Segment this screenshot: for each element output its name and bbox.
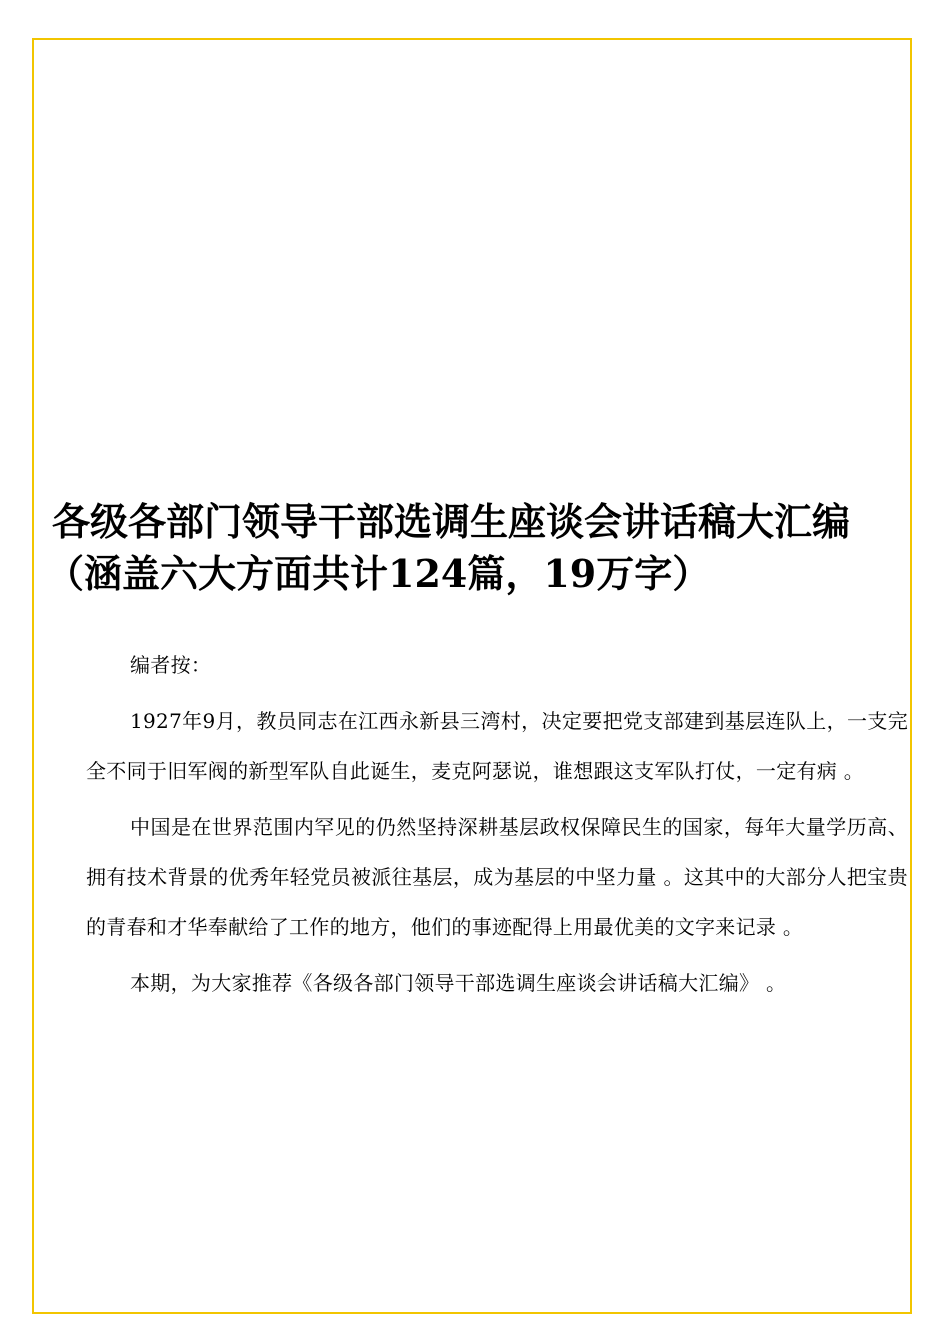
document-title: 各级各部门领导干部选调生座谈会讲话稿大汇编（涵盖六大方面共计124篇，19万字） xyxy=(46,499,851,596)
editor-note-label: 编者按： xyxy=(130,653,212,677)
body-paragraph: 中国是在世界范围内罕见的仍然坚持深耕基层政权保障民生的国家，每年大量学历高、拥有技术背景的优秀年轻党员被派往基层，成为基层的中坚力量 。这其中的大部分人把宝贵的青春和才华奉献给了工作的地方，他们的事迹配得上用最优美的文字来记录 。 xyxy=(86,815,908,939)
body-paragraph: 1927年9月，教员同志在江西永新县三湾村，决定要把党支部建到基层连队上，一支完全不同于旧军阀的新型军队自此诞生，麦克阿瑟说，谁想跟这支军队打仗，一定有病 。 xyxy=(86,709,908,783)
body-paragraph: 本期，为大家推荐《各级各部门领导干部选调生座谈会讲话稿大汇编》 。 xyxy=(130,971,787,995)
document-body xyxy=(86,640,908,1014)
